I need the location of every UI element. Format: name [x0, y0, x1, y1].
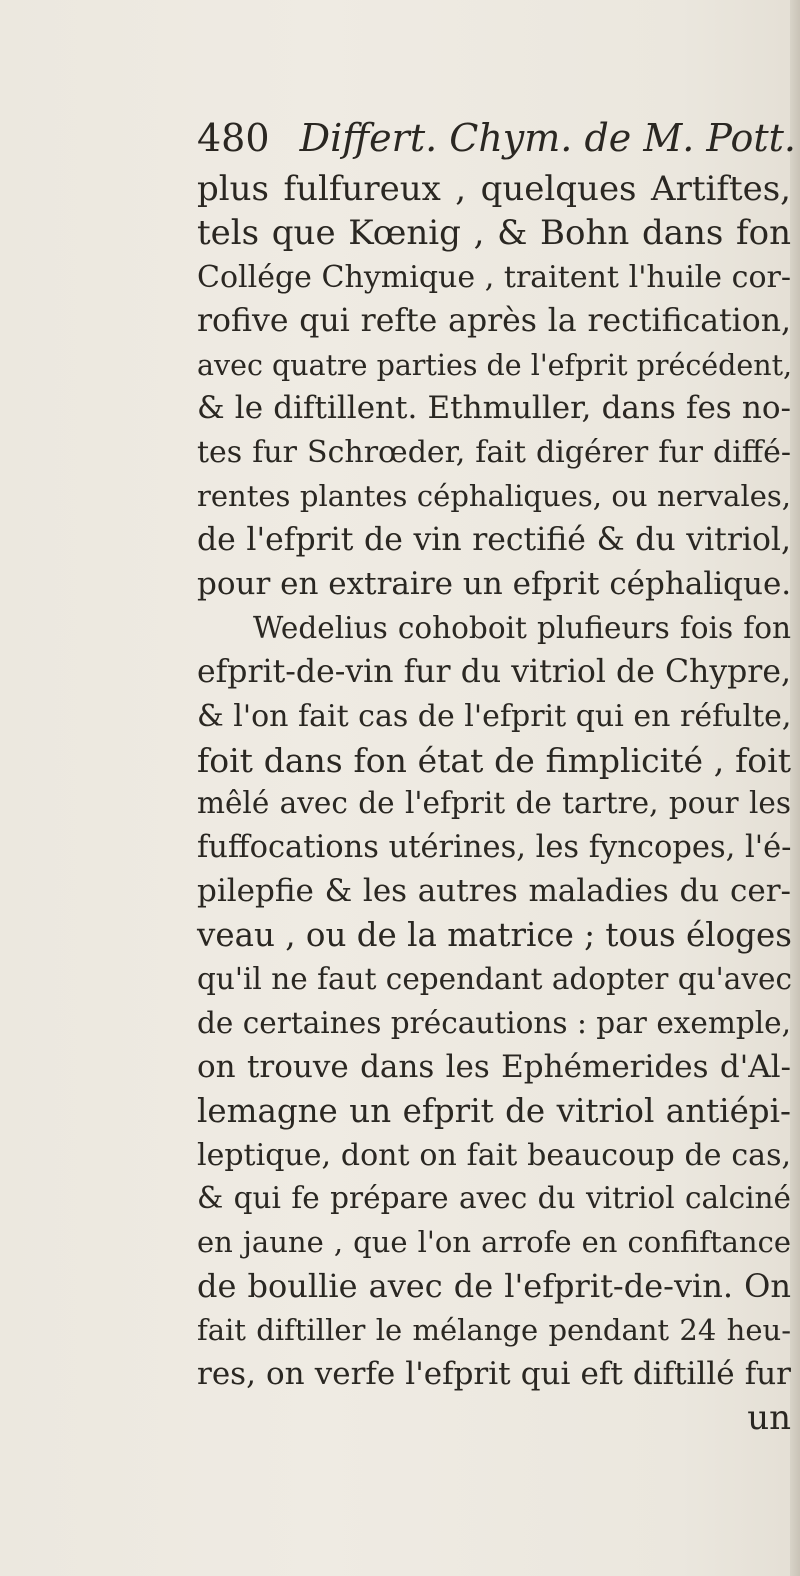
- text-line: res, on verfe l'efprit qui eft diftillé fur: [197, 1356, 791, 1393]
- text-line: tels que Kœnig , & Bohn dans fon: [197, 212, 791, 253]
- text-line: on trouve dans les Ephémerides d'Al-: [197, 1048, 791, 1085]
- text-line: qu'il ne faut cependant adopter qu'avec: [197, 962, 792, 997]
- text-line: & le diftillent. Ethmuller, dans fes no-: [197, 390, 791, 427]
- text-line: fait diftiller le mélange pendant 24 heu-: [197, 1313, 791, 1348]
- page-header: [197, 108, 797, 168]
- text-line: lemagne un efprit de vitriol antiépi-: [197, 1091, 791, 1130]
- text-line: Wedelius cohoboit plufieurs fois fon: [253, 610, 791, 645]
- text-block: [197, 108, 797, 1441]
- text-line: de certaines précautions : par exemple,: [197, 1005, 791, 1040]
- text-line: mêlé avec de l'efprit de tartre, pour les: [197, 786, 791, 821]
- text-line: rofive qui refte après la rectification,: [197, 302, 791, 339]
- running-title: Differt. Chym. de M. Pott.: [299, 116, 796, 160]
- catchword: un: [747, 1397, 791, 1438]
- text-line: & qui fe prépare avec du vitriol calciné: [197, 1181, 791, 1216]
- text-line: efprit-de-vin fur du vitriol de Chypre,: [197, 653, 791, 690]
- text-line: avec quatre parties de l'efprit précédent,: [197, 348, 793, 382]
- text-line: pour en extraire un efprit céphalique.: [197, 566, 792, 603]
- text-line: en jaune , que l'on arrofe en confiftance: [197, 1225, 791, 1260]
- text-line: plus fulfureux , quelques Artiftes,: [197, 169, 791, 209]
- text-line: tes fur Schrœder, fait digérer fur diffé-: [197, 435, 791, 471]
- text-line: pilepfie & les autres maladies du cer-: [197, 873, 791, 910]
- text-line: foit dans fon état de fimplicité , foit: [197, 740, 791, 780]
- page-number: 480: [197, 116, 270, 160]
- text-line: leptique, dont on fait beaucoup de cas,: [197, 1137, 791, 1173]
- text-line: fuffocations utérines, les fyncopes, l'é-: [197, 830, 792, 866]
- text-line: de l'efprit de vin rectifié & du vitriol,: [197, 522, 791, 559]
- text-line: Collége Chymique , traitent l'huile cor-: [197, 259, 791, 295]
- text-line: de boullie avec de l'efprit-de-vin. On: [197, 1267, 791, 1306]
- text-line: & l'on fait cas de l'efprit qui en réfulte,: [197, 698, 792, 734]
- text-line: rentes plantes céphaliques, ou nervales,: [197, 479, 791, 514]
- text-line: veau , ou de la matrice ; tous éloges: [197, 916, 792, 955]
